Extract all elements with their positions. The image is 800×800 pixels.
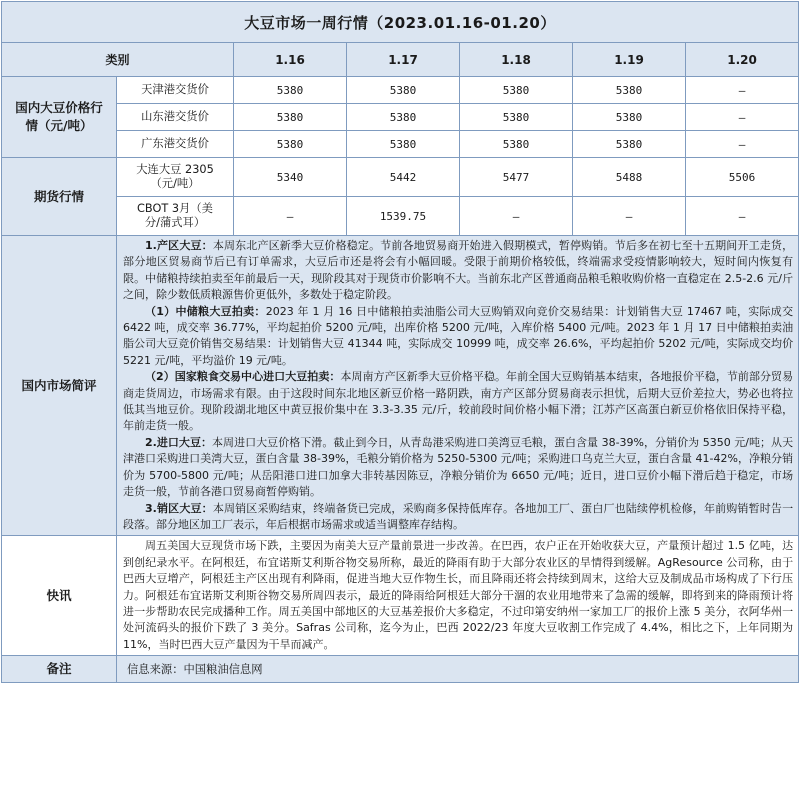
price-cell: 5380 (347, 77, 460, 104)
table-row (2, 131, 799, 158)
price-cell: 5380 (460, 104, 573, 131)
table-row (2, 158, 799, 197)
review-heading: 1.产区大豆： (145, 239, 213, 252)
futures-cell: 5477 (460, 158, 573, 197)
source-note: 信息来源：中国粮油信息网 (117, 656, 799, 683)
domestic-price-category: 国内大豆价格行情（元/吨） (2, 77, 117, 158)
soybean-weekly-report-table (1, 1, 799, 683)
review-paragraph (123, 501, 793, 534)
date-header: 1.17 (347, 43, 460, 77)
row-label: 大连大豆 2305（元/吨） (117, 158, 234, 197)
remarks-category: 备注 (2, 656, 117, 683)
futures-category: 期货行情 (2, 158, 117, 236)
price-cell: 5380 (460, 131, 573, 158)
report-title: 大豆市场一周行情（2023.01.16-01.20） (2, 2, 799, 43)
table-row (2, 104, 799, 131)
news-text (117, 536, 799, 656)
table-row (2, 77, 799, 104)
price-cell: 5380 (573, 77, 686, 104)
review-paragraph (123, 369, 793, 435)
news-category: 快讯 (2, 536, 117, 656)
futures-cell: — (573, 197, 686, 236)
price-cell: — (686, 131, 799, 158)
futures-cell: 5340 (234, 158, 347, 197)
price-cell: 5380 (573, 104, 686, 131)
date-header: 1.20 (686, 43, 799, 77)
review-heading: （2）国家粮食交易中心进口大豆拍卖： (145, 370, 341, 384)
futures-cell: 5488 (573, 158, 686, 197)
date-header: 1.16 (234, 43, 347, 77)
price-cell: 5380 (347, 131, 460, 158)
futures-cell: — (234, 197, 347, 236)
price-cell: — (686, 77, 799, 104)
futures-cell: 1539.75 (347, 197, 460, 236)
news-row (2, 536, 799, 656)
row-label: 天津港交货价 (117, 77, 234, 104)
price-cell: 5380 (460, 77, 573, 104)
market-review-row (2, 236, 799, 536)
row-label: 广东港交货价 (117, 131, 234, 158)
date-header: 1.18 (460, 43, 573, 77)
row-label: CBOT 3月（美分/蒲式耳） (117, 197, 234, 236)
futures-cell: — (460, 197, 573, 236)
header-row (2, 43, 799, 77)
table-row (2, 197, 799, 236)
price-cell: 5380 (234, 104, 347, 131)
category-header: 类别 (2, 43, 234, 77)
review-body: 2023 年 1 月 16 日中储粮拍卖油脂公司大豆购销双向竞价交易结果：计划销售大豆 17467 吨，实际成交 6422 吨，成交率 36.77%，平均起拍价 5200 元/吨，出库价格 5200 元/吨，入库价格 5400 元/吨。2023 年 1 月 17 日中储粮拍卖油脂公司大豆竞价销售交易结果：计划销售大豆 41344 吨，实际成交 10999 吨，成交率 26.6%，平均起拍价 5202 元/吨，实际成交均价 5221 元/吨，平均溢价 19 元/吨。 (123, 304, 794, 367)
futures-cell: — (686, 197, 799, 236)
review-heading: 2.进口大豆： (145, 435, 213, 449)
remarks-row (2, 656, 799, 683)
review-body: 本周东北产区新季大豆价格稳定。节前各地贸易商开始进入假期模式，暂停购销。节后多在初七至十五期间开工走货，部分地区贸易商节后已有订单需求，大豆后市还是将会有小幅回暖。受限于前期价格较低，终端需求受疫情影响较大，短时间内恢复有限。中储粮持续拍卖至年前最后一天，现阶段其对于现货市价影响不大。当前东北产区普通商品粮毛粮收购价格一直稳定在 2.5-2.6 元/斤之间，除少数低质粮源售价更低外，多数处于稳定阶段。 (123, 239, 794, 302)
review-body: 本周销区采购结束，终端备货已完成，采购商多保持低库存。各地加工厂、蛋白厂也陆续停机检修，年前购销暂时告一段落。部分地区加工厂表示，年后根据市场需求或适当调整库存结构。 (123, 501, 794, 531)
price-cell: 5380 (347, 104, 460, 131)
row-label: 山东港交货价 (117, 104, 234, 131)
review-paragraph (123, 238, 793, 304)
price-cell: — (686, 104, 799, 131)
review-heading: （1）中储粮大豆拍卖： (145, 304, 266, 318)
futures-cell: 5506 (686, 158, 799, 197)
date-header: 1.19 (573, 43, 686, 77)
news-paragraph: 周五美国大豆现货市场下跌，主要因为南美大豆产量前景进一步改善。在巴西，农户正在开始收获大豆，产量预计超过 1.5 亿吨，达到创纪录水平。在阿根廷，布宜诺斯艾利斯谷物交易所称，最近的降雨有助于大部分农业区的旱情得到缓解。AgResource 公司称，由于巴西大豆增产，阿根廷主产区出现有利降雨，促进当地大豆作物生长，而且降雨还将会持续到周末，这给大豆及制成品市场构成了下行压力。阿根廷布宜诺斯艾利斯谷物交易所周四表示，最近的降雨给阿根廷大部分干涸的农业用地带来了急需的缓解，即将到来的降雨预计将进一步帮助农民完成播种工作。周五美国中部地区的大豆基差报价大多稳定，不过印第安纳州一家加工厂的报价上涨 5 美分，衣阿华州一处河流码头的报价下跌了 3 美分。Safras 公司称，迄今为止，巴西 2022/23 年度大豆收割工作完成了 4.4%，相比之下，上年同期为 11%，当时巴西大豆产量因为干旱而减产。 (123, 539, 794, 651)
market-review-text (117, 236, 799, 536)
review-body: 本周进口大豆价格下滑。截止到今日，从青岛港采购进口美湾豆毛粮，蛋白含量 38-39%，分销价为 5350 元/吨；从天津港口采购进口美湾大豆，蛋白含量 38-39%，毛粮分销价格为 5250-5300 元/吨；采购进口乌克兰大豆，蛋白含量 41-42%，净粮分销价为 5700-5800 元/吨；从岳阳港口进口加拿大非转基因陈豆，净粮分销价为 6650 元/吨；近日，进口豆价小幅下滑后趋于稳定，市场走货一般，节前各港口贸易商暂停购销。 (123, 435, 794, 499)
price-cell: 5380 (234, 131, 347, 158)
review-paragraph (123, 435, 793, 501)
review-body: 本周南方产区新季大豆价格平稳。年前全国大豆购销基本结束，各地报价平稳，节前部分贸易商走货周边，市场需求有限。由于这段时间东北地区新豆价格一路阴跌，南方产区部分贸易商表示担忧，后期大豆价差拉大，势必也将拉低其当地豆价。现阶段湖北地区中黄豆报价集中在 3.3-3.35 元/斤，较前段时间价格小幅下滑；江苏产区高蛋白新豆价格依旧保持平稳，年前走货一般。 (123, 370, 794, 433)
futures-cell: 5442 (347, 158, 460, 197)
review-paragraph (123, 304, 793, 370)
market-review-category: 国内市场简评 (2, 236, 117, 536)
review-heading: 3.销区大豆： (145, 501, 213, 515)
price-cell: 5380 (234, 77, 347, 104)
price-cell: 5380 (573, 131, 686, 158)
